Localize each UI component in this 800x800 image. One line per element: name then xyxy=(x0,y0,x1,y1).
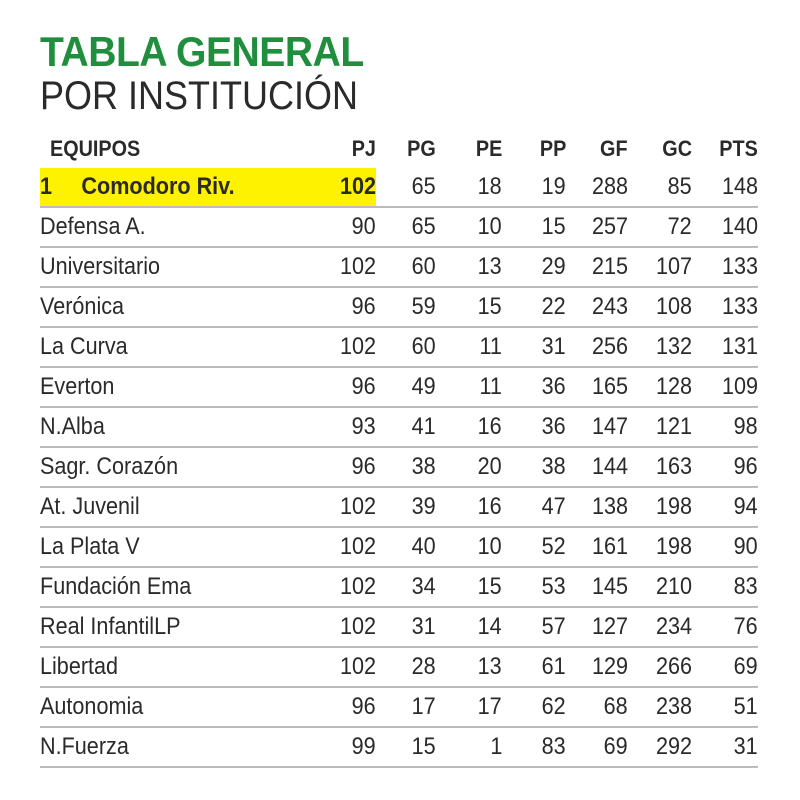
stat-pj-cell: 102 xyxy=(320,527,376,567)
stat-pp-cell: 61 xyxy=(502,647,566,687)
stat-pe-cell: 18 xyxy=(436,168,502,207)
table-row xyxy=(40,247,758,287)
stat-gf-cell: 147 xyxy=(566,407,628,447)
team-name-cell xyxy=(40,567,320,607)
stat-pg-cell: 60 xyxy=(376,327,436,367)
stat-pj-cell: 102 xyxy=(320,247,376,287)
stat-gf-cell: 161 xyxy=(566,527,628,567)
stat-gf-cell: 243 xyxy=(566,287,628,327)
team-name-cell xyxy=(40,168,320,207)
stat-gc-cell: 210 xyxy=(628,567,692,607)
stat-pp-cell: 19 xyxy=(502,168,566,207)
stat-pts-cell: 133 xyxy=(692,287,758,327)
table-row xyxy=(40,607,758,647)
stat-pe-cell: 16 xyxy=(436,487,502,527)
header-pp: PP xyxy=(539,136,566,161)
stat-gc-cell: 292 xyxy=(628,727,692,767)
header-gc: GC xyxy=(662,136,692,161)
team-name-cell xyxy=(40,407,320,447)
stat-pe-cell: 13 xyxy=(436,247,502,287)
team-name-cell xyxy=(40,727,320,767)
stat-pts-cell: 69 xyxy=(692,647,758,687)
team-name: Verónica xyxy=(40,293,125,320)
stat-gf-cell: 256 xyxy=(566,327,628,367)
table-row xyxy=(40,687,758,727)
stat-gc-cell: 107 xyxy=(628,247,692,287)
team-name: Real InfantilLP xyxy=(40,613,181,640)
stat-gf-cell: 145 xyxy=(566,567,628,607)
stat-pj-cell: 102 xyxy=(320,327,376,367)
team-name-cell xyxy=(40,287,320,327)
stat-pts-cell: 140 xyxy=(692,207,758,247)
stat-pp-cell: 52 xyxy=(502,527,566,567)
team-name: Libertad xyxy=(40,653,119,680)
table-row xyxy=(40,527,758,567)
stat-pts-cell: 133 xyxy=(692,247,758,287)
stat-pts-cell: 148 xyxy=(692,168,758,207)
stat-pe-cell: 11 xyxy=(436,327,502,367)
stat-gc-cell: 108 xyxy=(628,287,692,327)
table-row xyxy=(40,207,758,247)
stat-pg-cell: 17 xyxy=(376,687,436,727)
stat-gc-cell: 128 xyxy=(628,367,692,407)
stat-pj-cell: 99 xyxy=(320,727,376,767)
stat-pg-cell: 15 xyxy=(376,727,436,767)
header-pe: PE xyxy=(475,136,502,161)
stat-pts-cell: 131 xyxy=(692,327,758,367)
stat-pj-cell: 102 xyxy=(320,168,376,207)
stat-pp-cell: 38 xyxy=(502,447,566,487)
table-row xyxy=(40,367,758,407)
stat-pts-cell: 76 xyxy=(692,607,758,647)
team-name: Everton xyxy=(40,373,115,400)
stat-pts-cell: 96 xyxy=(692,447,758,487)
stat-gf-cell: 69 xyxy=(566,727,628,767)
stat-pj-cell: 102 xyxy=(320,647,376,687)
stat-pe-cell: 20 xyxy=(436,447,502,487)
stat-gf-cell: 129 xyxy=(566,647,628,687)
table-row-leader xyxy=(40,168,758,207)
stat-gc-cell: 85 xyxy=(628,168,692,207)
stat-pj-cell: 96 xyxy=(320,367,376,407)
stat-gf-cell: 127 xyxy=(566,607,628,647)
stat-pts-cell: 90 xyxy=(692,527,758,567)
stat-pg-cell: 28 xyxy=(376,647,436,687)
stat-pj-cell: 96 xyxy=(320,687,376,727)
team-name: Universitario xyxy=(40,253,161,280)
team-name: At. Juvenil xyxy=(40,493,140,520)
stat-gf-cell: 68 xyxy=(566,687,628,727)
stat-pe-cell: 15 xyxy=(436,567,502,607)
stat-gf-cell: 138 xyxy=(566,487,628,527)
stat-gc-cell: 132 xyxy=(628,327,692,367)
stat-gf-cell: 144 xyxy=(566,447,628,487)
header-pg: PG xyxy=(407,136,436,161)
stat-pg-cell: 49 xyxy=(376,367,436,407)
stat-pe-cell: 10 xyxy=(436,527,502,567)
stat-pg-cell: 34 xyxy=(376,567,436,607)
team-name: Autonomia xyxy=(40,693,144,720)
stat-pj-cell: 93 xyxy=(320,407,376,447)
stat-pts-cell: 98 xyxy=(692,407,758,447)
stat-gf-cell: 257 xyxy=(566,207,628,247)
stat-pp-cell: 53 xyxy=(502,567,566,607)
stat-pj-cell: 102 xyxy=(320,607,376,647)
table-row xyxy=(40,447,758,487)
stat-gf-cell: 215 xyxy=(566,247,628,287)
stat-pj-cell: 96 xyxy=(320,287,376,327)
stat-pe-cell: 16 xyxy=(436,407,502,447)
standings-body xyxy=(40,168,758,767)
team-name: La Plata V xyxy=(40,533,140,560)
page-subtitle: POR INSTITUCIÓN xyxy=(40,74,359,118)
stat-pp-cell: 22 xyxy=(502,287,566,327)
stat-gc-cell: 198 xyxy=(628,487,692,527)
stat-pp-cell: 83 xyxy=(502,727,566,767)
team-name-cell xyxy=(40,447,320,487)
team-name-cell xyxy=(40,247,320,287)
team-name: Defensa A. xyxy=(40,213,146,240)
stat-pg-cell: 59 xyxy=(376,287,436,327)
stat-pj-cell: 102 xyxy=(320,487,376,527)
stat-gc-cell: 163 xyxy=(628,447,692,487)
stat-pts-cell: 109 xyxy=(692,367,758,407)
stat-pe-cell: 14 xyxy=(436,607,502,647)
stat-pg-cell: 60 xyxy=(376,247,436,287)
stat-pg-cell: 38 xyxy=(376,447,436,487)
stat-pp-cell: 15 xyxy=(502,207,566,247)
stat-gc-cell: 238 xyxy=(628,687,692,727)
header-gf: GF xyxy=(600,136,628,161)
table-row xyxy=(40,327,758,367)
stat-gf-cell: 288 xyxy=(566,168,628,207)
stat-pp-cell: 36 xyxy=(502,407,566,447)
stat-pts-cell: 94 xyxy=(692,487,758,527)
stat-pp-cell: 62 xyxy=(502,687,566,727)
stat-pg-cell: 65 xyxy=(376,168,436,207)
team-name-cell xyxy=(40,487,320,527)
team-name-cell xyxy=(40,367,320,407)
table-row xyxy=(40,487,758,527)
table-row xyxy=(40,567,758,607)
header-equipos: EQUIPOS xyxy=(50,136,141,161)
stat-gc-cell: 198 xyxy=(628,527,692,567)
team-name-cell xyxy=(40,607,320,647)
team-name-cell xyxy=(40,327,320,367)
stat-pg-cell: 39 xyxy=(376,487,436,527)
stat-gc-cell: 234 xyxy=(628,607,692,647)
stat-gf-cell: 165 xyxy=(566,367,628,407)
header-row xyxy=(40,130,758,168)
team-name: N.Alba xyxy=(40,413,105,440)
stat-pp-cell: 57 xyxy=(502,607,566,647)
team-name: Sagr. Corazón xyxy=(40,453,179,480)
stat-pts-cell: 51 xyxy=(692,687,758,727)
stat-pts-cell: 83 xyxy=(692,567,758,607)
stat-pe-cell: 15 xyxy=(436,287,502,327)
stat-pe-cell: 10 xyxy=(436,207,502,247)
rank-number: 1 xyxy=(40,173,53,200)
stat-pg-cell: 40 xyxy=(376,527,436,567)
team-name: N.Fuerza xyxy=(40,733,129,760)
standings-table xyxy=(40,130,758,768)
stat-pg-cell: 31 xyxy=(376,607,436,647)
stat-pe-cell: 1 xyxy=(436,727,502,767)
header-pts: PTS xyxy=(719,136,758,161)
stat-pj-cell: 96 xyxy=(320,447,376,487)
stat-pp-cell: 29 xyxy=(502,247,566,287)
table-row xyxy=(40,727,758,767)
header-pj: PJ xyxy=(351,136,376,161)
table-row xyxy=(40,287,758,327)
table-row xyxy=(40,647,758,687)
team-name: Fundación Ema xyxy=(40,573,192,600)
stat-pj-cell: 90 xyxy=(320,207,376,247)
stat-gc-cell: 266 xyxy=(628,647,692,687)
stat-pe-cell: 11 xyxy=(436,367,502,407)
stat-pj-cell: 102 xyxy=(320,567,376,607)
page-title: TABLA GENERAL xyxy=(40,28,364,75)
team-name: Comodoro Riv. xyxy=(81,173,235,200)
stat-gc-cell: 72 xyxy=(628,207,692,247)
stat-pp-cell: 36 xyxy=(502,367,566,407)
team-name-cell xyxy=(40,527,320,567)
team-name-cell xyxy=(40,647,320,687)
stat-pg-cell: 41 xyxy=(376,407,436,447)
stat-gc-cell: 121 xyxy=(628,407,692,447)
stat-pp-cell: 31 xyxy=(502,327,566,367)
team-name: La Curva xyxy=(40,333,128,360)
stat-pp-cell: 47 xyxy=(502,487,566,527)
title-block xyxy=(40,30,393,118)
stat-pg-cell: 65 xyxy=(376,207,436,247)
stat-pe-cell: 17 xyxy=(436,687,502,727)
stat-pe-cell: 13 xyxy=(436,647,502,687)
table-row xyxy=(40,407,758,447)
stat-pts-cell: 31 xyxy=(692,727,758,767)
team-name-cell xyxy=(40,687,320,727)
team-name-cell xyxy=(40,207,320,247)
